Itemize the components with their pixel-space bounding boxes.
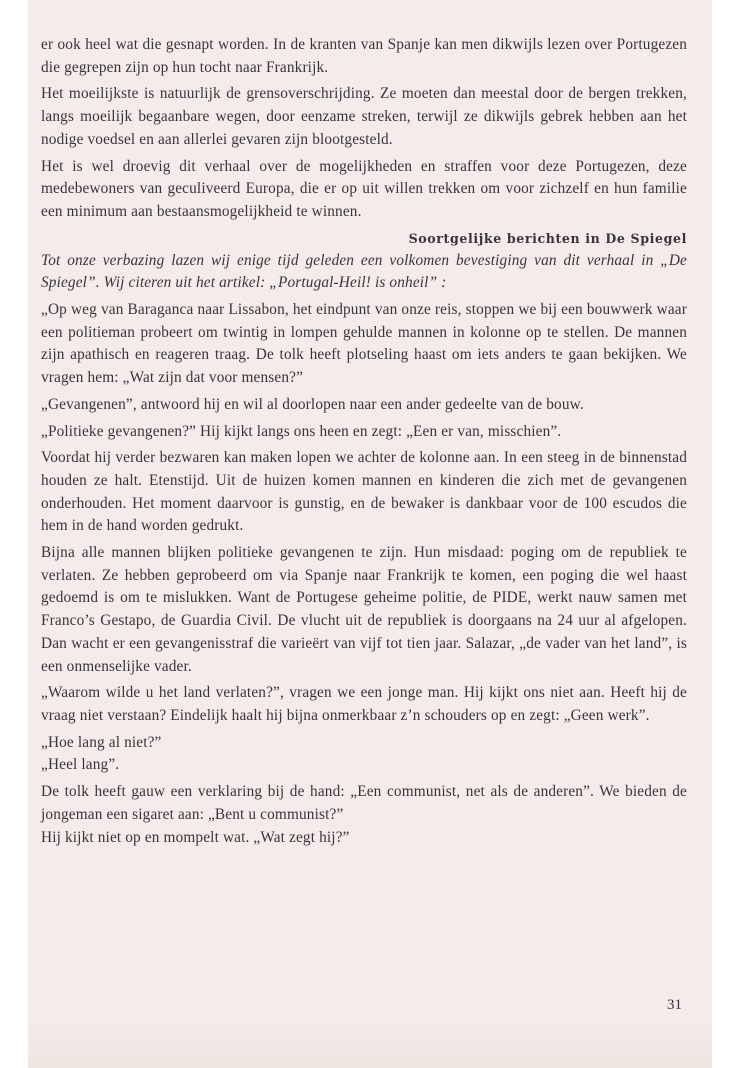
paragraph: „Politieke gevangenen?” Hij kijkt langs ons heen en zegt: „Een er van, misschien”. bbox=[41, 422, 562, 440]
body-text bbox=[41, 34, 687, 853]
section-heading: Soortgelijke berichten in De Spiegel bbox=[408, 230, 687, 246]
paragraph: Bijna alle mannen blijken politieke gevangenen te zijn. Hun misdaad: poging om de republiek te verlaten. Ze hebben geprobeerd om via Spanje naar Frankrijk te komen, een poging die wel haast gedoemd is om te mislukken. Want de Portugese geheime politie, de PIDE, werkt nauw samen met Franco’s Gestapo, de Guardia Civil. De vlucht uit de republiek is doorgaans na 24 uur al afgelopen. Dan wacht er een gevangenisstraf die varieërt van vijf tot tien jaar. Salazar, „de vader van het land”, is een onmenselijke vader. bbox=[41, 544, 687, 675]
paragraph: „Waarom wilde u het land verlaten?”, vragen we een jonge man. Hij kijkt ons niet aan. Heeft hij de vraag niet verstaan? Eindelijk haalt hij bijna onmerkbaar z’n schouders op en zegt: „Geen werk”. bbox=[41, 684, 687, 724]
paragraph: „Gevangenen”, antwoord hij en wil al doorlopen naar een ander gedeelte van de bouw. bbox=[41, 395, 584, 413]
paragraph: Voordat hij verder bezwaren kan maken lopen we achter de kolonne aan. In een steeg in de binnenstad houden ze halt. Etenstijd. Uit de huizen komen mannen en kinderen die zich met de gevangenen onderhouden. Het moment daarvoor is gunstig, en de bewaker is dankbaar voor de 100 escudos die hem in de hand worden gedrukt. bbox=[41, 449, 687, 535]
paragraph: „Heel lang”. bbox=[41, 756, 120, 774]
paragraph: „Hoe lang al niet?” bbox=[41, 733, 162, 751]
paragraph: Het moeilijkste is natuurlijk de grensoverschrijding. Ze moeten dan meestal door de bergen trekken, langs moeilijk begaanbare wegen, door eenzame streken, terwijl ze dikwijls gebrek hebben aan het nodige voedsel en aan allerlei gevaren zijn blootgesteld. bbox=[41, 85, 687, 148]
intro-paragraph: Tot onze verbazing lazen wij enige tijd geleden een volkomen bevestiging van dit verhaal in „De Spiegel”. Wij citeren uit het artikel: „Portugal-Heil! is onheil” : bbox=[41, 251, 687, 292]
paragraph: „Op weg van Baraganca naar Lissabon, het eindpunt van onze reis, stoppen we bij een bouwwerk waar een politieman probeert om twintig in lompen gehulde mannen in kolonne op te stellen. De mannen zijn apathisch en reageren traag. De tolk heeft plotseling haast om iets anders te gaan bekijken. We vragen hem: „Wat zijn dat voor mensen?” bbox=[41, 301, 687, 387]
page-number: 31 bbox=[667, 997, 682, 1013]
paragraph: De tolk heeft gauw een verklaring bij de hand: „Een communist, net als de anderen”. We bieden de jongeman een sigaret aan: „Bent u communist?” bbox=[41, 783, 687, 823]
book-page bbox=[28, 0, 712, 1068]
paragraph: Hij kijkt niet op en mompelt wat. „Wat zegt hij?” bbox=[41, 828, 350, 846]
paragraph: Het is wel droevig dit verhaal over de mogelijkheden en straffen voor deze Portugezen, deze medebewoners van geculiveerd Europa, die er op uit willen trekken om voor zichzelf en hun familie een minimum aan bestaansmogelijkheid te winnen. bbox=[41, 157, 687, 220]
paragraph: er ook heel wat die gesnapt worden. In de kranten van Spanje kan men dikwijls lezen over Portugezen die gegrepen zijn op hun tocht naar Frankrijk. bbox=[41, 36, 687, 76]
